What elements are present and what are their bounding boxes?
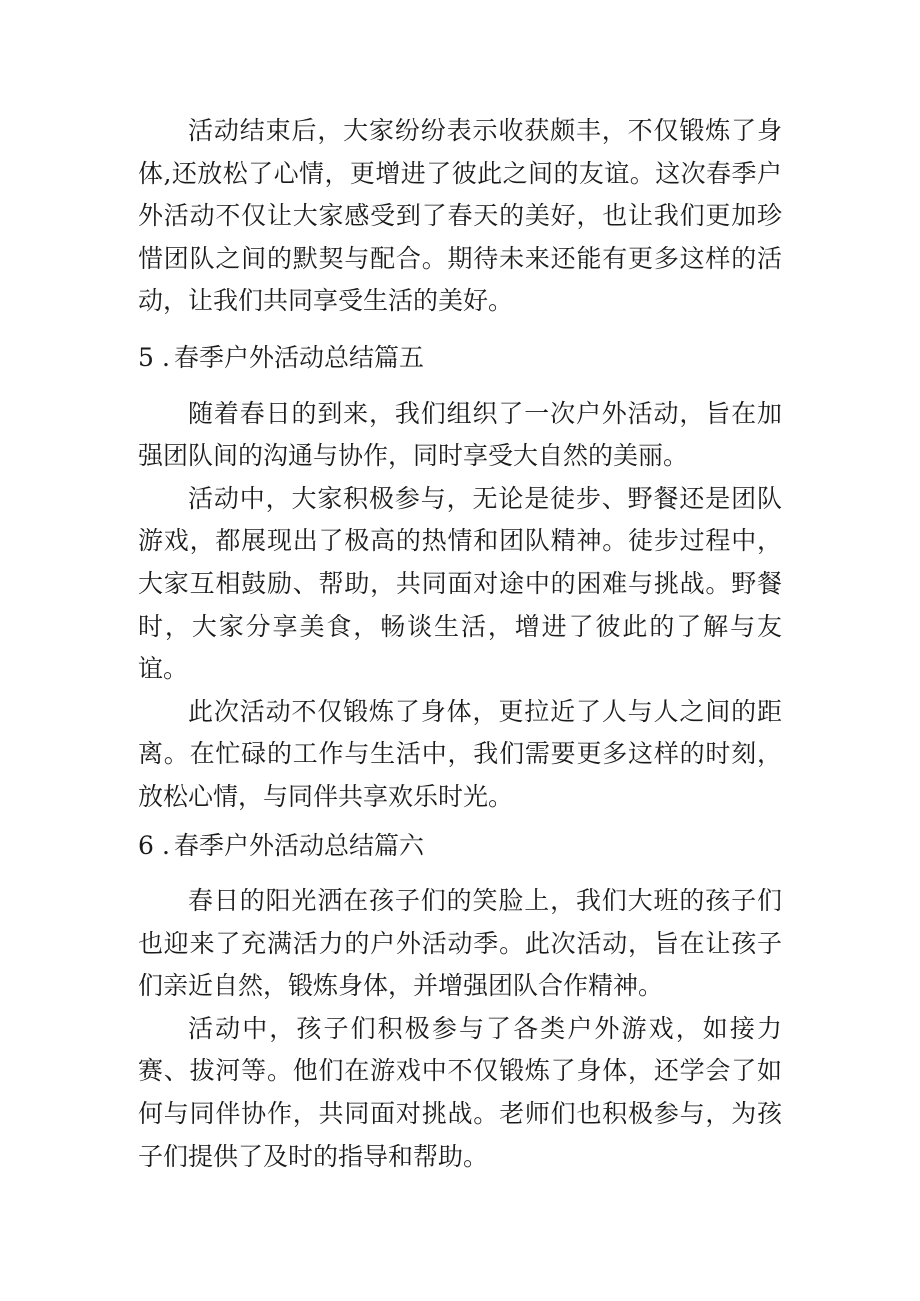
section-6-title: 春季户外活动总结篇六 xyxy=(174,830,425,860)
section-5-title: 春季户外活动总结篇五 xyxy=(174,342,425,372)
spacer xyxy=(138,385,782,393)
section-5-heading xyxy=(138,337,782,380)
section-5-paragraph-2: 活动中，大家积极参与，无论是徒步、野餐还是团队游戏，都展现出了极高的热情和团队精神。徒步过程中，大家互相鼓励、帮助，共同面对途中的困难与挑战。野餐时，大家分享美食，畅谈生活，增进了彼此的了解与友谊。 xyxy=(138,483,782,684)
section-6-paragraph-1: 春日的阳光洒在孩子们的笑脸上，我们大班的孩子们也迎来了充满活力的户外活动季。此次活动，旨在让孩子们亲近自然，锻炼身体，并增强团队合作精神。 xyxy=(138,886,782,1001)
spacer xyxy=(138,872,782,880)
section-5-number: 5 xyxy=(138,342,154,372)
section-6-heading xyxy=(138,825,782,868)
section-5-paragraph-3: 此次活动不仅锻炼了身体，更拉近了人与人之间的距离。在忙碌的工作与生活中，我们需要更多这样的时刻，放松心情，与同伴共享欢乐时光。 xyxy=(138,696,782,811)
section-6-paragraph-2: 活动中，孩子们积极参与了各类户外游戏，如接力赛、拔河等。他们在游戏中不仅锻炼了身体，还学会了如何与同伴协作，共同面对挑战。老师们也积极参与，为孩子们提供了及时的指导和帮助。 xyxy=(138,1013,782,1171)
spacer xyxy=(138,323,782,331)
section-5-separator: . xyxy=(162,342,170,372)
paragraph-section-4-closing: 活动结束后，大家纷纷表示收获颇丰，不仅锻炼了身体,还放松了心情，更增进了彼此之间的友谊。这次春季户外活动不仅让大家感受到了春天的美好，也让我们更加珍惜团队之间的默契与配合。期待未来还能有更多这样的活动，让我们共同享受生活的美好。 xyxy=(138,116,782,316)
section-5-paragraph-1: 随着春日的到来，我们组织了一次户外活动，旨在加强团队间的沟通与协作，同时享受大自然的美丽。 xyxy=(138,398,782,471)
section-6-number: 6 xyxy=(138,830,154,860)
section-6-separator: . xyxy=(162,830,170,860)
